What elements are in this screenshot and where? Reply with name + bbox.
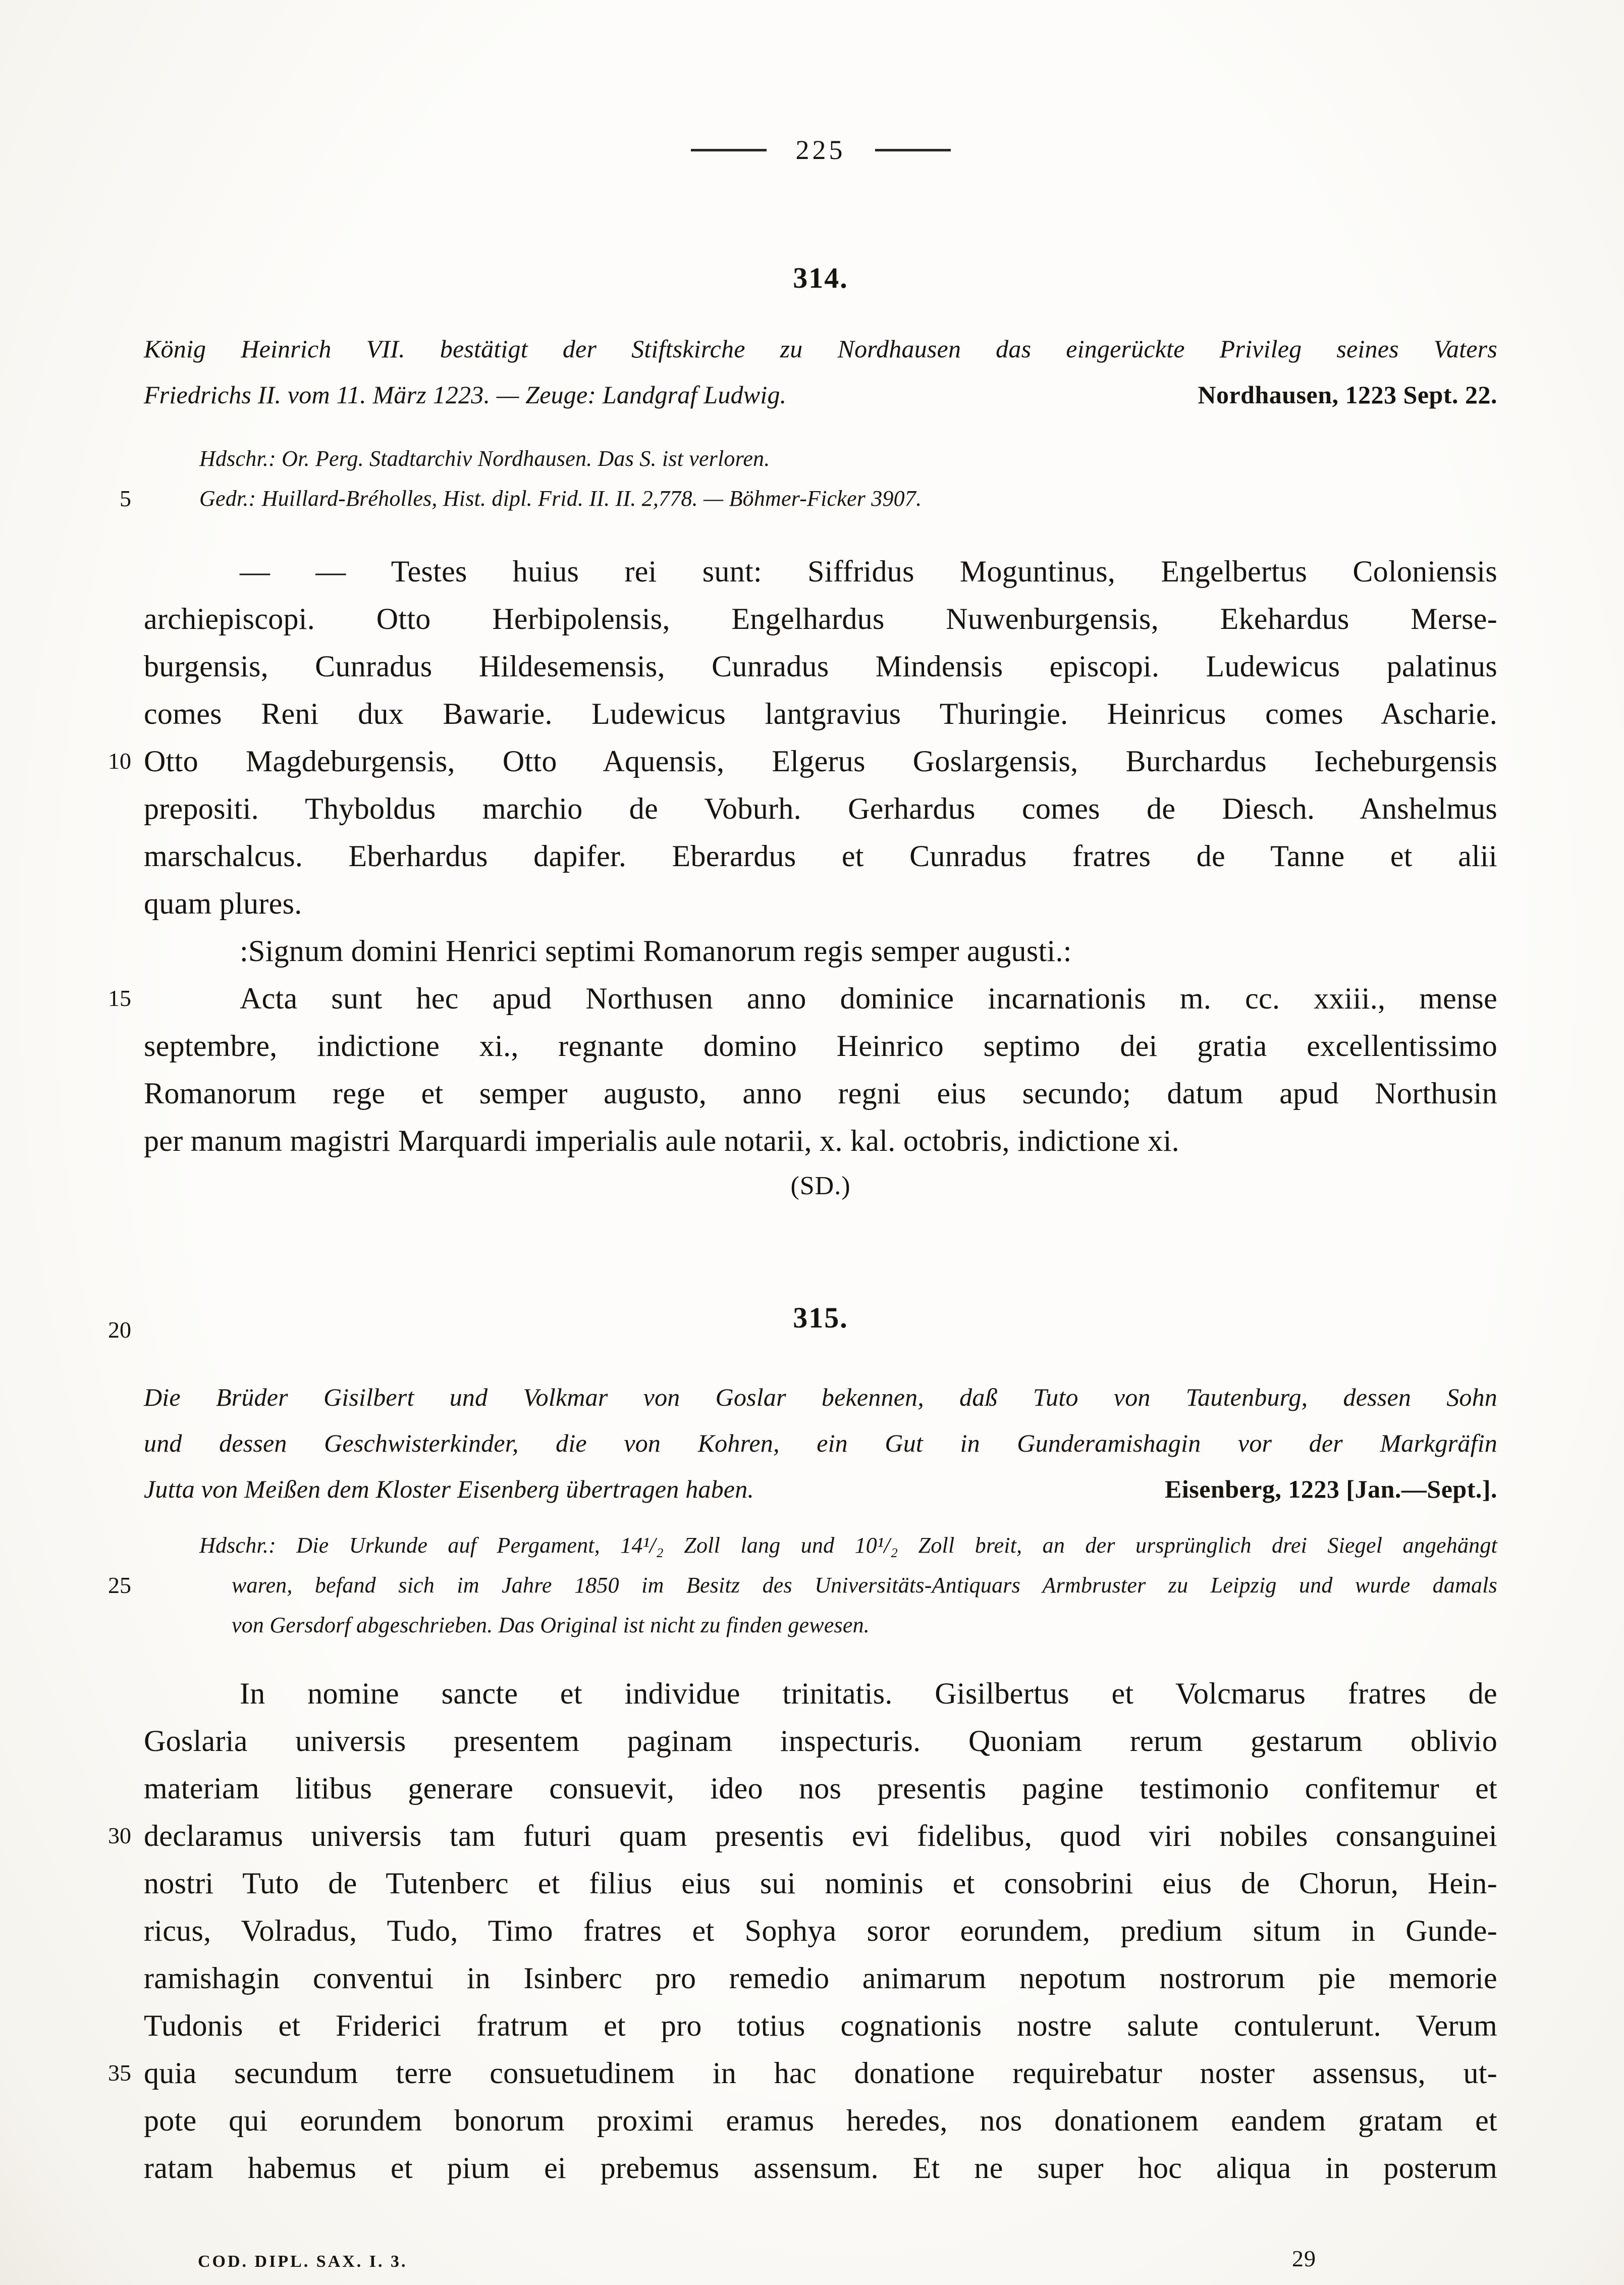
text-line: per manum magistri Marquardi imperialis aule notarii, x. kal. octobris, indictione xi. (144, 1124, 1179, 1157)
text-line: Tudonis et Friderici fratrum et pro totius cognationis nostre salute contulerunt. Verum (144, 2009, 1497, 2042)
text-line: Goslaria universis presentem paginam inspecturis. Quoniam rerum gestarum oblivio (144, 1724, 1497, 1758)
doc-314-source-notes (144, 439, 1497, 518)
text-line: archiepiscopi. Otto Herbipolensis, Engelhardus Nuwenburgensis, Ekehardus Merse- (144, 602, 1497, 635)
text-line: burgensis, Cunradus Hildesemensis, Cunradus Mindensis episcopi. Ludewicus palatinus (144, 650, 1497, 683)
margin-line-number-15: 15 (108, 985, 131, 1011)
source-note-line: waren, befand sich im Jahre 1850 im Besitz des Universitäts-Antiquars Armbruster zu Leipzig und wurde damals (232, 1573, 1497, 1598)
text-line: ratam habemus et pium ei prebemus assensum. Et ne super hoc aliqua in posterum (144, 2151, 1497, 2185)
doc-315-source-notes (144, 1525, 1497, 1645)
doc-314-witness-paragraph (144, 548, 1497, 927)
text-line: nostri Tuto de Tutenberc et filius eius sui nominis et consobrini eius de Chorun, Hein- (144, 1867, 1497, 1900)
doc-315-date-place: Eisenberg, 1223 [Jan.—Sept.]. (1165, 1475, 1497, 1503)
text-line: ramishagin conventui in Isinberc pro remedio animarum nepotum nostrorum pie memorie (144, 1961, 1497, 1995)
doc-314-regest (144, 326, 1497, 418)
text-line: declaramus universis tam futuri quam presentis evi fidelibus, quod viri nobiles consanguinei (144, 1819, 1497, 1852)
header-rule-left-icon (691, 149, 767, 151)
text-line: marschalcus. Eberhardus dapifer. Eberardus et Cunradus fratres de Tanne et alii (144, 839, 1497, 873)
text-line: ricus, Volradus, Tudo, Timo fratres et Sophya soror eorundem, predium situm in Gunde- (144, 1914, 1497, 1947)
text-line: materiam litibus generare consuevit, ideo nos presentis pagine testimonio confitemur et (144, 1772, 1497, 1805)
doc-314-datum-paragraph (144, 975, 1497, 1164)
doc-315-body-paragraph (144, 1670, 1497, 2192)
regest-line: und dessen Geschwisterkinder, die von Kohren, ein Gut in Gunderamishagin vor der Markgräfin (144, 1429, 1497, 1457)
header-rule-right-icon (875, 149, 951, 151)
text-line: Otto Magdeburgensis, Otto Aquensis, Elgerus Goslargensis, Burchardus Iecheburgensis (144, 745, 1497, 778)
regest-text: Jutta von Meißen dem Kloster Eisenberg übertragen haben. (144, 1475, 754, 1503)
text-line: pote qui eorundem bonorum proximi eramus heredes, nos donationem eandem gratam et (144, 2104, 1497, 2137)
margin-line-number-10: 10 (108, 748, 131, 774)
margin-line-number-35: 35 (108, 2060, 131, 2086)
regest-text: Friedrichs II. vom 11. März 1223. — Zeuge: Landgraf Ludwig. (144, 381, 787, 409)
text-line: quia secundum terre consuetudinem in hac donatione requirebatur noster assensus, ut- (144, 2056, 1497, 2090)
margin-line-number-30: 30 (108, 1823, 131, 1848)
doc-314-signum-line: :Signum domini Henrici septimi Romanorum regis semper augusti.: (240, 934, 1072, 968)
regest-last-line (144, 372, 1497, 418)
doc-314-number: 314. (793, 261, 848, 294)
text-line: In nomine sancte et individue trinitatis. Gisilbertus et Volcmarus fratres de (240, 1677, 1497, 1710)
doc-314-date-place: Nordhausen, 1223 Sept. 22. (1198, 381, 1497, 409)
source-note-line: Hdschr.: Or. Perg. Stadtarchiv Nordhausen. Das S. ist verloren. (199, 446, 770, 471)
text-line: Romanorum rege et semper augusto, anno regni eius secundo; datum apud Northusin (144, 1077, 1497, 1110)
doc-315-number: 315. (793, 1301, 848, 1334)
text-line: prepositi. Thyboldus marchio de Voburh. Gerhardus comes de Diesch. Anshelmus (144, 792, 1497, 825)
source-note-line: von Gersdorf abgeschrieben. Das Original ist nicht zu finden gewesen. (232, 1613, 870, 1637)
doc-315-regest (144, 1374, 1497, 1512)
margin-line-number-20: 20 (108, 1317, 131, 1343)
page-header (144, 134, 1497, 166)
footer-page-number: 29 (1292, 2246, 1316, 2271)
text-line: — — Testes huius rei sunt: Siffridus Moguntinus, Engelbertus Coloniensis (240, 555, 1497, 588)
doc-314-seal-mark: (SD.) (790, 1172, 851, 1200)
text-line: septembre, indictione xi., regnante domino Heinrico septimo dei gratia excellentissimo (144, 1029, 1497, 1062)
text-line: comes Reni dux Bawarie. Ludewicus lantgravius Thuringie. Heinricus comes Ascharie. (144, 697, 1497, 730)
footer-signature: COD. DIPL. SAX. I. 3. (198, 2252, 408, 2271)
regest-line: König Heinrich VII. bestätigt der Stiftskirche zu Nordhausen das eingerückte Privileg seines Vaters (144, 335, 1497, 363)
margin-line-number-5: 5 (120, 486, 131, 511)
margin-line-number-25: 25 (108, 1572, 131, 1598)
text-line: quam plures. (144, 887, 302, 920)
text-line: Acta sunt hec apud Northusen anno dominice incarnationis m. cc. xxiii., mense (240, 982, 1497, 1015)
regest-line: Die Brüder Gisilbert und Volkmar von Goslar bekennen, daß Tuto von Tautenburg, dessen Sohn (144, 1383, 1497, 1411)
source-note-line: Hdschr.: Die Urkunde auf Pergament, 14¹/₂ Zoll lang und 10¹/₂ Zoll breit, an der ursprünglich drei Siegel angehängt (199, 1533, 1497, 1558)
source-note-line: Gedr.: Huillard-Bréholles, Hist. dipl. Frid. II. II. 2,778. — Böhmer-Ficker 3907. (199, 486, 922, 511)
regest-last-line (144, 1466, 1497, 1512)
page-number: 225 (795, 135, 846, 165)
